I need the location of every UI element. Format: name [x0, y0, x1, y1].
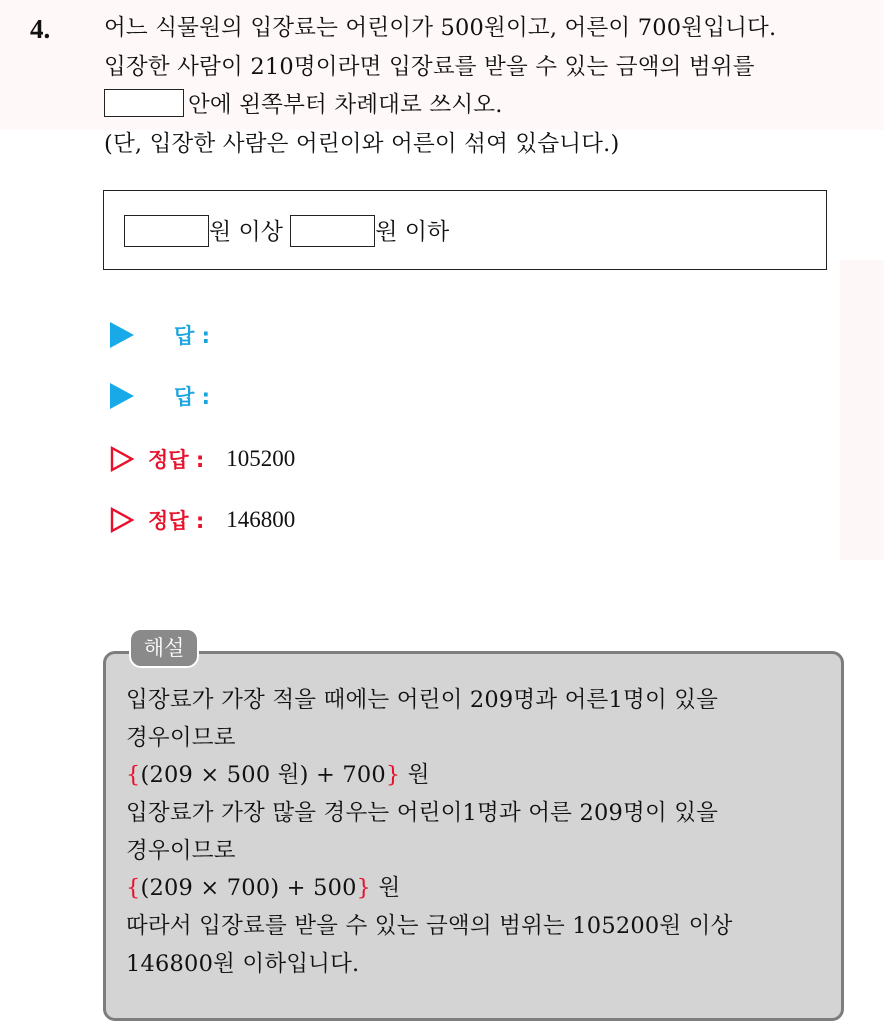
answer-label: 답 : [174, 324, 210, 348]
formula-open-brace: { [126, 762, 141, 789]
explanation-line: 경우이므로 [126, 837, 236, 864]
formula-unit: 원 [371, 875, 401, 902]
explanation-formula [126, 870, 836, 908]
outline-arrow-icon [110, 446, 134, 472]
outline-arrow-icon [110, 507, 134, 533]
answer-label: 답 : [174, 385, 210, 409]
question-line-1: 어느 식물원의 입장료는 어린이가 500원이고, 어른이 700원입니다. [104, 15, 777, 41]
min-answer-box[interactable] [124, 215, 209, 247]
question-line-3-text: 안에 왼쪽부터 차례대로 쓰시오. [188, 92, 503, 118]
question-number: 4. [30, 14, 51, 44]
background-mark [840, 260, 884, 560]
answer-row-2 [110, 381, 210, 411]
correct-label: 정답 : [148, 448, 205, 472]
question-text [104, 9, 874, 163]
explanation-line: 따라서 입장료를 받을 수 있는 금액의 범위는 105200원 이상 [126, 913, 733, 940]
answer-frame [103, 190, 827, 270]
inline-blank-box [104, 89, 184, 117]
formula-unit: 원 [400, 762, 430, 789]
question-line-4: (단, 입장한 사람은 어린이와 어른이 섞여 있습니다.) [104, 130, 620, 157]
max-answer-box[interactable] [290, 215, 375, 247]
explanation-tab: 해설 [129, 628, 199, 668]
explanation-line: 입장료가 가장 많을 경우는 어린이1명과 어른 209명이 있을 [126, 800, 719, 827]
formula-open-brace: { [126, 875, 141, 902]
max-unit-label: 원 이하 [375, 219, 450, 245]
answer-row-1 [110, 320, 210, 350]
explanation-line: 146800원 이하입니다. [126, 950, 360, 977]
question-line-3 [104, 86, 874, 125]
play-arrow-icon [110, 383, 134, 409]
formula-body: (209 × 500 원) + 700 [140, 762, 386, 789]
formula-close-brace: } [385, 762, 401, 789]
explanation-text [126, 682, 836, 984]
formula-close-brace: } [356, 875, 372, 902]
formula-body: (209 × 700) + 500 [140, 875, 357, 902]
explanation-line: 경우이므로 [126, 724, 236, 751]
correct-value: 146800 [226, 507, 296, 532]
answer-frame-content [124, 213, 449, 247]
correct-label: 정답 : [148, 509, 205, 533]
explanation-line: 입장료가 가장 적을 때에는 어린이 209명과 어른1명이 있을 [126, 687, 719, 713]
correct-value: 105200 [226, 446, 296, 471]
play-arrow-icon [110, 322, 134, 348]
correct-row-1 [110, 444, 295, 474]
min-unit-label: 원 이상 [209, 219, 283, 245]
question-line-2: 입장한 사람이 210명이라면 입장료를 받을 수 있는 금액의 범위를 [104, 53, 755, 80]
explanation-formula [126, 757, 836, 795]
correct-row-2 [110, 505, 295, 535]
